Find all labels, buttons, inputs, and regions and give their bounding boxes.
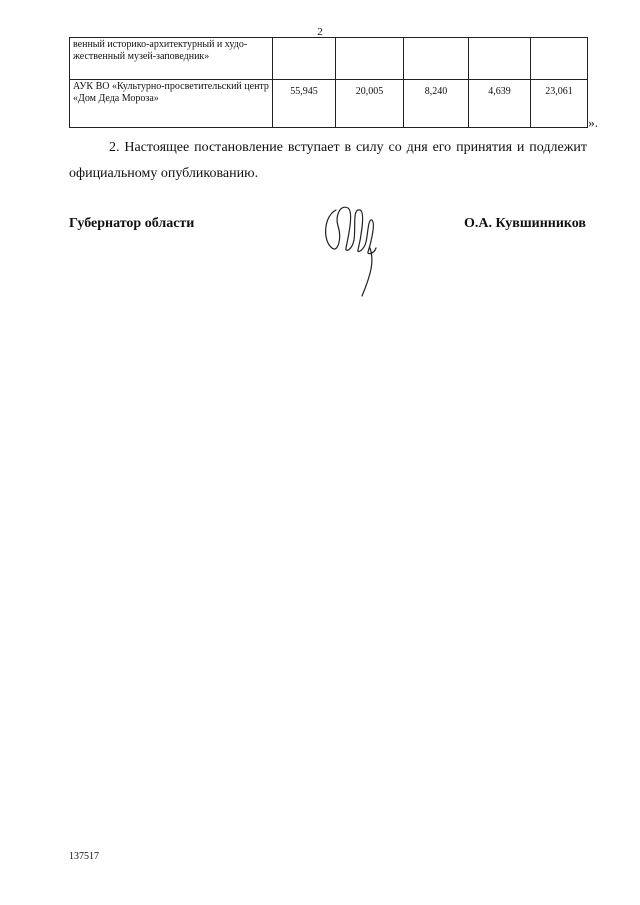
table-cell-value — [531, 38, 588, 80]
table-cell-value: 55,945 — [273, 80, 336, 128]
closing-quote: ». — [588, 115, 598, 130]
table-cell-value: 20,005 — [336, 80, 404, 128]
signatory-title: Губернатор области — [69, 216, 195, 231]
table-cell-name: венный историко-архитектурный и худо-жественный музей-заповедник» — [70, 38, 273, 80]
table-cell-value: 8,240 — [404, 80, 469, 128]
data-table — [69, 37, 588, 128]
table-cell-value: 23,061 — [531, 80, 588, 128]
table-cell-value — [404, 38, 469, 80]
document-code: 137517 — [69, 851, 99, 862]
table-cell-name: АУК ВО «Культурно-просветительский центр «Дом Деда Мороза» — [70, 80, 273, 128]
signatory-name: О.А. Кувшинников — [463, 216, 586, 231]
table-cell-value — [469, 38, 531, 80]
table-row — [70, 80, 588, 128]
table-cell-value — [336, 38, 404, 80]
handwritten-signature — [318, 198, 388, 303]
body-paragraph: 2. Настоящее постановление вступает в силу со дня его принятия и подлежит официальному опубликованию. — [69, 140, 587, 181]
table-row — [70, 38, 588, 80]
table-cell-value — [273, 38, 336, 80]
table-cell-value: 4,639 — [469, 80, 531, 128]
page-number: 2 — [317, 26, 323, 38]
